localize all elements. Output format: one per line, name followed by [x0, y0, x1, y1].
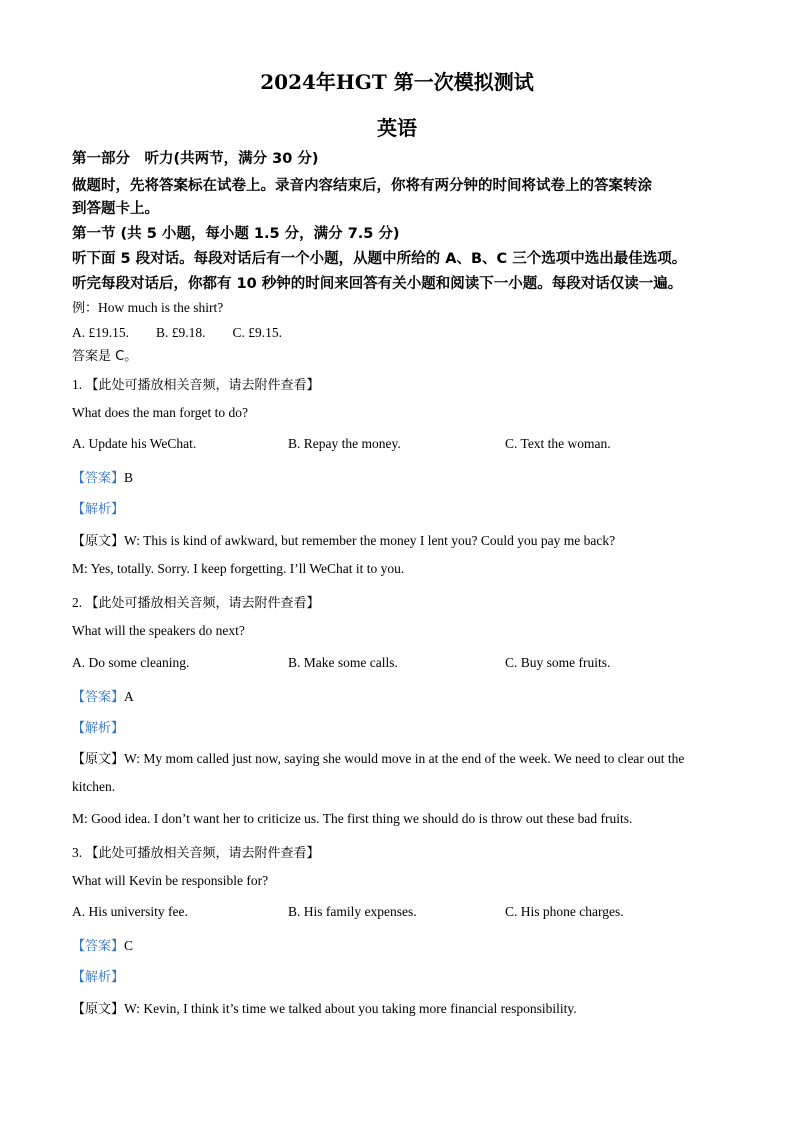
- transcript-label: 【原文】: [72, 1002, 125, 1017]
- question-3-analysis: [72, 966, 124, 985]
- transcript-text: W: This is kind of awkward, but remember the money I lent you? Could you pay me back?: [124, 533, 616, 548]
- question-1-option-c: C. Text the woman.: [505, 436, 611, 451]
- question-1-transcript-2: M: Yes, totally. Sorry. I keep forgetting. I’ll WeChat it to you.: [72, 561, 405, 576]
- question-1-option-a: A. Update his WeChat.: [72, 436, 197, 451]
- transcript-text: W: My mom called just now, saying she would move in at the end of the week. We need to clear out the: [124, 751, 685, 766]
- question-2-header: [72, 592, 320, 611]
- question-2-option-a: A. Do some cleaning.: [72, 655, 190, 670]
- section1-instruction-line1: 听下面 5 段对话。每段对话后有一个小题，从题中所给的 A、B、C 三个选项中选出最佳选项。: [72, 251, 687, 267]
- question-2-analysis: [72, 717, 124, 736]
- part1-heading: 第一部分 听力(共两节，满分 30 分): [72, 151, 319, 167]
- question-1-text: What does the man forget to do?: [72, 405, 248, 420]
- question-2-transcript-3: M: Good idea. I don’t want her to criticize us. The first thing we should do is throw out these bad fruits.: [72, 811, 633, 826]
- example-prefix: 例：: [72, 301, 99, 316]
- transcript-text: W: Kevin, I think it’s time we talked about you taking more financial responsibility.: [124, 1001, 577, 1016]
- analysis-label: 【解析】: [72, 721, 125, 736]
- subject-title: 英语: [377, 116, 417, 140]
- question-number: 2.: [72, 595, 83, 610]
- exam-title: 2024年HGT 第一次模拟测试: [260, 70, 534, 94]
- answer-label: 【答案】: [72, 939, 125, 954]
- transcript-label: 【原文】: [72, 534, 125, 549]
- analysis-label: 【解析】: [72, 970, 125, 985]
- question-1-option-b: B. Repay the money.: [288, 436, 401, 451]
- question-3-text: What will Kevin be responsible for?: [72, 873, 269, 888]
- question-3-option-a: A. His university fee.: [72, 904, 188, 919]
- question-3-answer: [72, 935, 133, 954]
- question-3-option-b: B. His family expenses.: [288, 904, 417, 919]
- question-2-text: What will the speakers do next?: [72, 623, 245, 638]
- audio-note: 【此处可播放相关音频，请去附件查看】: [85, 846, 320, 861]
- answer-value: C: [124, 938, 134, 953]
- answer-label: 【答案】: [72, 690, 125, 705]
- part1-instruction-line1: 做题时，先将答案标在试卷上。录音内容结束后，你将有两分钟的时间将试卷上的答案转涂: [72, 178, 652, 194]
- question-3-option-c: C. His phone charges.: [505, 904, 624, 919]
- question-2-answer: [72, 686, 134, 705]
- question-1-answer: [72, 467, 133, 486]
- question-1-analysis: [72, 498, 124, 517]
- answer-value: B: [124, 470, 134, 485]
- question-number: 1.: [72, 377, 83, 392]
- question-2-option-b: B. Make some calls.: [288, 655, 398, 670]
- question-1-header: [72, 374, 320, 393]
- part1-instruction-line2: 到答题卡上。: [72, 201, 159, 217]
- section1-instruction-line2: 听完每段对话后，你都有 10 秒钟的时间来回答有关小题和阅读下一小题。每段对话仅读一遍。: [72, 276, 683, 292]
- answer-label: 【答案】: [72, 471, 125, 486]
- answer-value: A: [124, 689, 134, 704]
- example-options: A. £19.15. B. £9.18. C. £9.15.: [72, 325, 283, 340]
- example-answer: 答案是 C。: [72, 349, 138, 364]
- question-3-transcript-1: [72, 998, 577, 1017]
- analysis-label: 【解析】: [72, 502, 125, 517]
- question-3-header: [72, 842, 320, 861]
- question-2-option-c: C. Buy some fruits.: [505, 655, 611, 670]
- question-2-transcript-1: [72, 748, 684, 767]
- section1-heading: 第一节 (共 5 小题，每小题 1.5 分，满分 7.5 分): [72, 226, 400, 242]
- question-number: 3.: [72, 845, 83, 860]
- audio-note: 【此处可播放相关音频，请去附件查看】: [85, 596, 320, 611]
- audio-note: 【此处可播放相关音频，请去附件查看】: [85, 378, 320, 393]
- question-1-transcript-1: [72, 530, 615, 549]
- example-question: [72, 297, 223, 316]
- example-question-text: How much is the shirt?: [98, 300, 224, 315]
- transcript-label: 【原文】: [72, 752, 125, 767]
- question-2-transcript-2: kitchen.: [72, 779, 116, 794]
